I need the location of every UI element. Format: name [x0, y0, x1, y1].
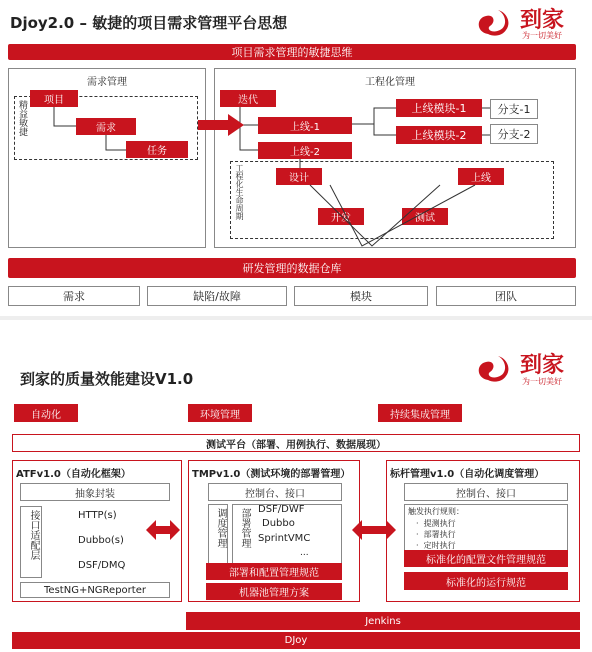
test-platform-bar: 测试平台（部署、用例执行、数据展现） [12, 434, 580, 452]
test-node: 测试 [402, 208, 448, 225]
dimension-module: 模块 [294, 286, 428, 306]
iteration-node: 迭代 [220, 90, 276, 107]
jenkins-bar: Jenkins [186, 612, 580, 630]
dimension-team: 团队 [436, 286, 576, 306]
protocol-http: HTTP(s) [78, 510, 117, 521]
tmp-console-box: 控制台、接口 [208, 483, 342, 501]
trigger-submit: · 提测执行 [416, 519, 456, 528]
trigger-deploy-label: 部署执行 [423, 530, 456, 539]
double-arrow-icon-2 [352, 520, 396, 540]
brand-slogan: 为一切美好 [522, 31, 562, 40]
tmp-title: TMPv1.0（测试环境的部署管理） [192, 469, 351, 480]
iteration-to-launch1-line [240, 107, 258, 125]
launch-2-node: 上线-2 [258, 142, 352, 159]
branch-1: 分支-1 [490, 99, 538, 119]
engineering-panel-title: 工程化管理 [365, 77, 415, 88]
iteration-to-launch2-line [240, 107, 258, 150]
header-environment: 环境管理 [188, 404, 252, 422]
launch1-to-module1-line [352, 108, 396, 124]
lifecycle-v-line [310, 185, 440, 246]
header-automation: 自动化 [14, 404, 78, 422]
service-sprintvmc: SprintVMC [258, 533, 311, 544]
double-arrow-icon [146, 520, 180, 540]
requirement-panel-title: 需求管理 [87, 77, 127, 88]
agile-banner: 项目需求管理的敏捷思维 [8, 44, 576, 60]
testng-box: TestNG+NGReporter [20, 582, 170, 598]
benchmark-title: 标杆管理v1.0（自动化调度管理） [390, 469, 545, 480]
trigger-rules-title: 触发执行规则： [408, 507, 464, 516]
slide2-title: 到家的质量效能建设V1.0 [20, 370, 194, 388]
trigger-submit-label: 提测执行 [423, 519, 456, 528]
brand-slogan-2: 为一切美好 [522, 377, 562, 386]
machine-pool-rule: 机器池管理方案 [206, 583, 342, 600]
deploy-label: 部署管理 [239, 508, 250, 548]
trigger-timer: · 定时执行 [416, 541, 456, 550]
design-node: 设计 [276, 168, 322, 185]
brand-name-2: 到家 [520, 353, 565, 378]
deploy-config-rule: 部署和配置管理规范 [206, 563, 342, 580]
launch-1-node: 上线-1 [258, 117, 352, 134]
adapter-layer-label: 接口适配层 [28, 510, 39, 560]
project-to-requirement-line [54, 107, 76, 126]
brand-name: 到家 [520, 8, 565, 33]
launch-module-2: 上线模块-2 [396, 126, 482, 144]
launch1-to-module2-line [352, 124, 396, 135]
data-warehouse-bar: 研发管理的数据仓库 [8, 258, 576, 278]
trigger-deploy: · 部署执行 [416, 530, 456, 539]
develop-node: 开发 [318, 208, 364, 225]
right-arrow-icon [198, 114, 244, 136]
abstraction-box: 抽象封装 [20, 483, 170, 501]
requirement-to-task-line [106, 135, 126, 150]
trigger-timer-label: 定时执行 [423, 541, 456, 550]
project-node: 项目 [30, 90, 78, 107]
atf-title: ATFv1.0（自动化框架） [16, 469, 131, 480]
slide1-title: Djoy2.0 – 敏捷的项目需求管理平台思想 [10, 14, 288, 32]
release-node: 上线 [458, 168, 504, 185]
benchmark-console-box: 控制台、接口 [404, 483, 568, 501]
dimension-defect: 缺陷/故障 [147, 286, 287, 306]
task-node: 任务 [126, 141, 188, 158]
lifecycle-v-line-2 [330, 185, 475, 246]
header-ci: 持续集成管理 [378, 404, 462, 422]
dimension-requirement: 需求 [8, 286, 140, 306]
config-file-rule: 标准化的配置文件管理规范 [404, 550, 568, 567]
djoy-bar: DJoy [12, 632, 580, 649]
service-more: ... [300, 548, 309, 558]
protocol-dubbo: Dubbo(s) [78, 535, 124, 546]
protocol-dsf: DSF/DMQ [78, 560, 126, 571]
runtime-rule: 标准化的运行规范 [404, 572, 568, 590]
lifecycle-label: 工程化生命周期 [235, 164, 244, 220]
service-dubbo: Dubbo [262, 518, 295, 529]
service-dsf: DSF/DWF [258, 504, 305, 515]
schedule-label: 调度管理 [215, 508, 226, 548]
lean-agile-label: 精益敏捷 [17, 100, 27, 136]
branch-2: 分支-2 [490, 124, 538, 144]
launch-module-1: 上线模块-1 [396, 99, 482, 117]
requirement-node: 需求 [76, 118, 136, 135]
